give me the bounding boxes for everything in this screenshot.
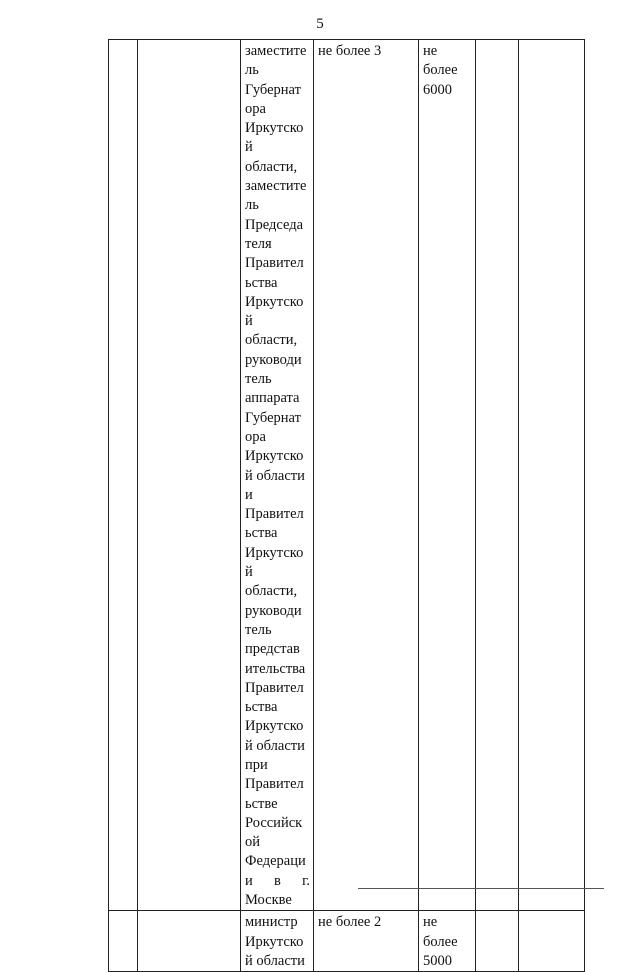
cell-text-line: Правител [245,255,304,272]
cell-text-line: Иркутско [245,933,304,950]
cell-text-line: ьства [245,274,278,291]
cell-text-line: й области [245,467,305,484]
cell-text-line: Губернат [245,409,301,426]
cell-text-line: области, [245,332,298,349]
cell-text-line: заместите [245,43,307,59]
cell-text-line: Председа [245,216,304,233]
cell-text-line: Иркутско [245,120,304,137]
cell-text-line: ьстве [245,795,278,812]
item-cell [138,40,241,911]
cell-text-line: 6000 [423,81,452,98]
cell-text-line: й области [245,952,305,969]
cell-text-line: ора [245,100,266,117]
cell-text-line: Губернат [245,81,301,98]
cell-text-line: Иркутско [245,544,304,561]
table-body [109,40,585,972]
cell-text-line: й [245,139,253,156]
cell-text-line: Иркутско [245,448,304,465]
page-number: 5 [316,16,324,32]
quantity-cell [314,911,419,972]
cell-text-line: более [423,62,458,79]
cell-text-line: тель [245,621,272,638]
cell-text-line: области, [245,158,298,175]
cell-text-line: не более 2 [318,914,382,931]
cell-text-line: не [423,914,438,931]
cell-text-line: более [423,933,458,950]
cell-text-line: Иркутско [245,718,304,735]
cell-text-line: министр [245,914,298,931]
table-row [109,911,585,972]
cell-text-line: заместите [245,178,307,195]
cell-text-line: ль [245,197,259,214]
extra-cell-a [476,40,519,911]
positions-table [108,39,585,972]
cell-text-line: ой [245,834,261,851]
cell-text-line: й [245,564,253,581]
index-cell [109,40,138,911]
index-cell [109,911,138,972]
cell-text-line: и [245,486,253,503]
cell-text-line: ьства [245,525,278,542]
cell-text-line: аппарата [245,390,300,407]
cell-text-line: й области [245,737,305,754]
cell-text-line: Российск [245,814,303,831]
cell-text-line: при [245,756,268,773]
cell-text-line: теля [245,235,272,252]
cell-text-line: тель [245,371,272,388]
extra-cell-b [519,40,585,911]
cell-text-line: ора [245,428,266,445]
position-cell [241,40,314,911]
cell-text-line: Иркутско [245,293,304,310]
cell-text-line: ьства [245,699,278,716]
cell-text-line: Федераци [245,853,306,870]
cell-text-line: Москве [245,892,292,909]
cell-text-line: ительства [245,660,306,677]
cell-text-line: не более 3 [318,43,382,59]
quantity-cell [314,40,419,911]
item-cell [138,911,241,972]
cell-text-line: Правител [245,506,304,523]
cell-text-line: Правител [245,679,304,696]
cell-text-line: области, [245,583,298,600]
position-cell [241,911,314,972]
extra-cell-b [519,911,585,972]
amount-cell [419,40,476,911]
cell-text-line: руководи [245,602,302,619]
cell-text-line: Правител [245,776,304,793]
cell-text-line: не [423,43,438,59]
cell-text-line: и в г. [245,872,310,889]
cell-text-line: й [245,313,253,330]
cell-text-line: ль [245,62,259,79]
cell-text-line: руководи [245,351,302,368]
extra-cell-a [476,911,519,972]
amount-cell [419,911,476,972]
cell-text-line: представ [245,641,300,658]
footer-rule [358,888,604,889]
cell-text-line: 5000 [423,952,452,969]
table-row [109,40,585,911]
